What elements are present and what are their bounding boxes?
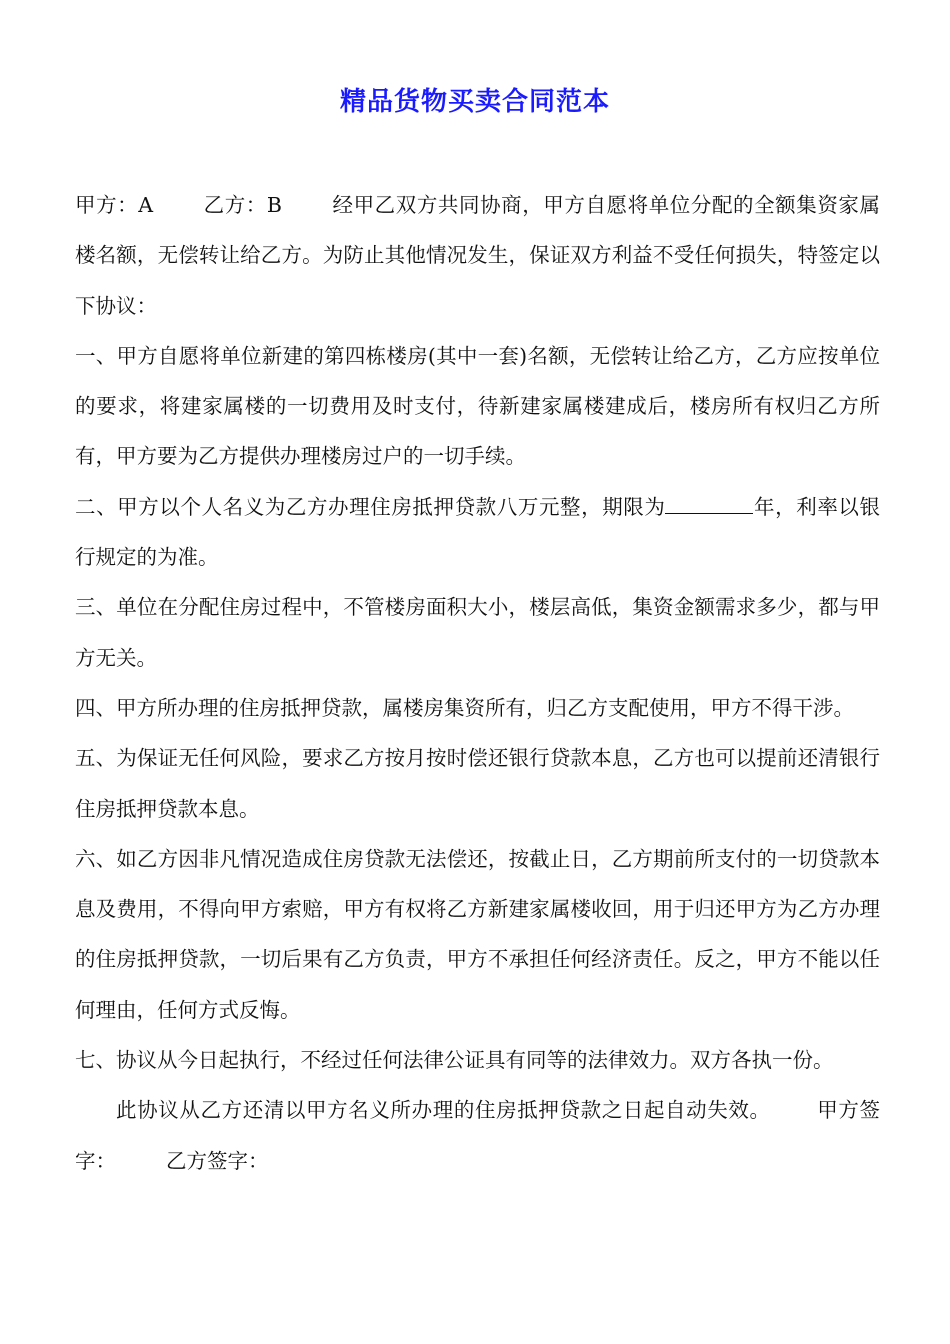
document-title: 精品货物买卖合同范本 [339,87,610,117]
document-body [75,180,880,1186]
party-b-label: 乙方：B [203,193,282,217]
closing-paragraph [75,1085,880,1186]
clause-4: 四、甲方所办理的住房抵押贷款，属楼房集资所有，归乙方支配使用，甲方不得干涉。 [75,695,854,720]
signature-b-label: 乙方签字： [166,1148,269,1173]
clause-3: 三、单位在分配住房过程中，不管楼房面积大小，楼层高低，集资金额需求多少，都与甲方无关。 [75,595,880,670]
intro-paragraph [75,180,880,331]
clause-2 [75,482,880,583]
signature-a-label: 甲方签字： [75,1098,881,1173]
term-blank-line [665,499,753,514]
intro-text: 经甲乙双方共同协商，甲方自愿将单位分配的全额集资家属楼名额，无偿转让给乙方。为防止其他情况发生，保证双方利益不受任何损失，特签定以下协议： [75,193,880,318]
clause-2-after-blank: 年，利率以银行规定的为准。 [75,494,880,570]
clause-2-before-blank: 二、甲方以个人名义为乙方办理住房抵押贷款八万元整，期限为 [75,494,666,519]
clause-6: 六、如乙方因非凡情况造成住房贷款无法偿还，按截止日，乙方期前所支付的一切贷款本息及费用，不得向甲方索赔，甲方有权将乙方新建家属楼收回，用于归还甲方为乙方办理的住房抵押贷款，一切后果有乙方负责，甲方不承担任何经济责任。反之，甲方不能以任何理由，任何方式反悔。 [75,846,880,1022]
party-a-label: 甲方：A [75,193,154,217]
clause-7: 七、协议从今日起执行，不经过任何法律公证具有同等的法律效力。双方各执一份。 [75,1048,834,1073]
clause-5: 五、为保证无任何风险，要求乙方按月按时偿还银行贷款本息，乙方也可以提前还清银行住房抵押贷款本息。 [75,746,880,821]
closing-text: 此协议从乙方还清以甲方名义所办理的住房抵押贷款之日起自动失效。 [116,1098,771,1123]
clause-1: 一、甲方自愿将单位新建的第四栋楼房(其中一套)名额，无偿转让给乙方，乙方应按单位的要求，将建家属楼的一切费用及时支付，待新建家属楼建成后，楼房所有权归乙方所有，甲方要为乙方提供办理楼房过户的一切手续。 [75,343,880,469]
